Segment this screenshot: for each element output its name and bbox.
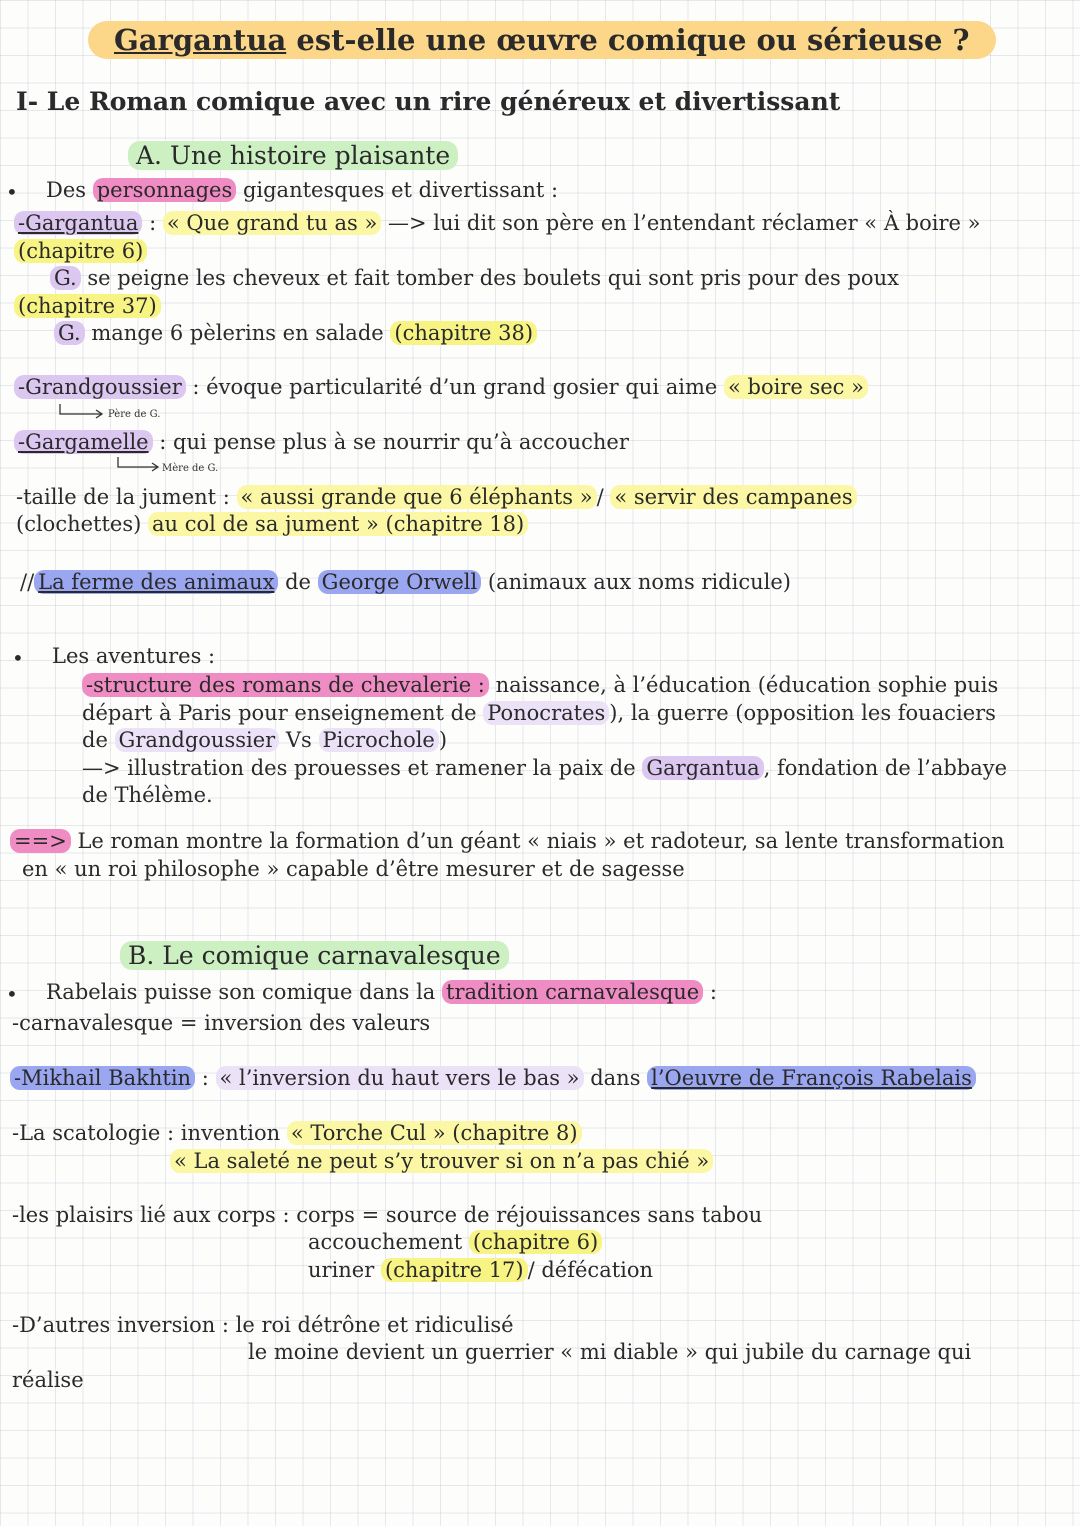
section-1-heading: I- Le Roman comique avec un rire généreux et divertissant <box>16 87 841 116</box>
grandgoussier-line: -Grandgoussier : évoque particularité d’un grand gosier qui aime « boire sec » <box>14 373 868 401</box>
inversions-line-1: -D’autres inversion : le roi détrône et ridiculisé <box>12 1313 514 1337</box>
plaisirs-line-1: -les plaisirs lié aux corps : corps = source de réjouissances sans tabou <box>12 1203 763 1227</box>
bullet-personnages: • <box>6 180 18 204</box>
gargantua-line-3: G. mange 6 pèlerins en salade (chapitre 38) <box>54 319 537 347</box>
arrow-mere-icon <box>116 457 164 473</box>
subsection-a-heading: A. Une histoire plaisante <box>128 140 458 172</box>
arrow-pere-icon <box>58 404 108 420</box>
conclusion-arrow: ==> <box>10 829 71 853</box>
aventures-line-3: de Grandgoussier Vs Picrochole ) <box>82 728 448 752</box>
pere-note: Père de G. <box>108 409 161 420</box>
bakhtin-name: -Mikhail Bakhtin <box>10 1066 195 1090</box>
personnages-line: Des personnages gigantesques et divertissant : <box>46 178 559 202</box>
bakhtin-line: -Mikhail Bakhtin : « l’inversion du haut vers le bas » dans l’Oeuvre de François Rabelais <box>10 1064 976 1092</box>
gargantua-quote: « Que grand tu as » <box>163 211 381 235</box>
grandgoussier-name: -Grandgoussier <box>14 375 186 399</box>
page-title <box>88 20 996 60</box>
inversions-line-2: le moine devient un guerrier « mi diable » qui jubile du carnage qui <box>248 1340 972 1364</box>
gargantua-line: -Gargantua : « Que grand tu as » —> lui dit son père en l’entendant réclamer « À boire » <box>14 209 980 237</box>
scatologie-quote: « La saleté ne peut s’y trouver si on n’a pas chié » <box>170 1147 713 1175</box>
subsection-b-heading: B. Le comique carnavalesque <box>120 940 509 972</box>
carnaval-line: -carnavalesque = inversion des valeurs <box>12 1011 431 1035</box>
aventures-label: Les aventures : <box>52 644 216 668</box>
jument-line: -taille de la jument : « aussi grande que 6 éléphants » / « servir des campanes <box>16 483 857 511</box>
title-gargantua: Gargantua <box>114 23 287 57</box>
aventures-line-2: départ à Paris pour enseignement de Ponocrates ), la guerre (opposition les fouaciers <box>82 701 996 725</box>
gargantua-chapter: (chapitre 6) <box>14 237 147 265</box>
orwell-author: George Orwell <box>318 570 482 594</box>
title-rest: est-elle une œuvre comique ou sérieuse ? <box>286 23 970 57</box>
gargamelle-name: -Gargamelle <box>14 430 153 454</box>
aventures-line-5: de Thélème. <box>82 783 213 807</box>
mere-note: Mère de G. <box>162 463 219 474</box>
gargantua-chapter-2: (chapitre 37) <box>14 292 161 320</box>
gargantua-name: -Gargantua <box>14 211 142 235</box>
scatologie-line: -La scatologie : invention « Torche Cul » (chapitre 8) <box>12 1119 582 1147</box>
rabelais-line: Rabelais puisse son comique dans la tradition carnavalesque : <box>46 980 718 1004</box>
orwell-book: La ferme des animaux <box>34 570 278 594</box>
conclusion-line-2: en « un roi philosophe » capable d’être mesurer et de sagesse <box>22 857 685 881</box>
bullet-rabelais: • <box>6 982 18 1006</box>
bullet-aventures: • <box>12 646 24 670</box>
gargantua-line-2: G. se peigne les cheveux et fait tomber des boulets qui sont pris pour des poux <box>50 264 899 292</box>
aventures-line-1: -structure des romans de chevalerie : naissance, à l’éducation (éducation sophie puis <box>82 671 998 699</box>
jument-line-2: (clochettes) au col de sa jument » (chapitre 18) <box>16 510 528 538</box>
conclusion-line-1: ==> Le roman montre la formation d’un géant « niais » et radoteur, sa lente transformation <box>10 827 1005 855</box>
plaisirs-line-2: accouchement (chapitre 6) <box>308 1228 602 1256</box>
aventures-line-4: —> illustration des prouesses et ramener la paix de Gargantua , fondation de l’abbaye <box>82 756 1008 780</box>
plaisirs-line-3: uriner (chapitre 17) / défécation <box>308 1258 654 1282</box>
gargamelle-line: -Gargamelle : qui pense plus à se nourrir qu’à accoucher <box>14 428 629 456</box>
inversions-line-3: réalise <box>12 1368 84 1392</box>
bakhtin-book: l’Oeuvre de François Rabelais <box>647 1066 976 1090</box>
orwell-line: // La ferme des animaux de George Orwell (animaux aux noms ridicule) <box>20 570 791 594</box>
personnages-highlight: personnages <box>93 178 237 202</box>
